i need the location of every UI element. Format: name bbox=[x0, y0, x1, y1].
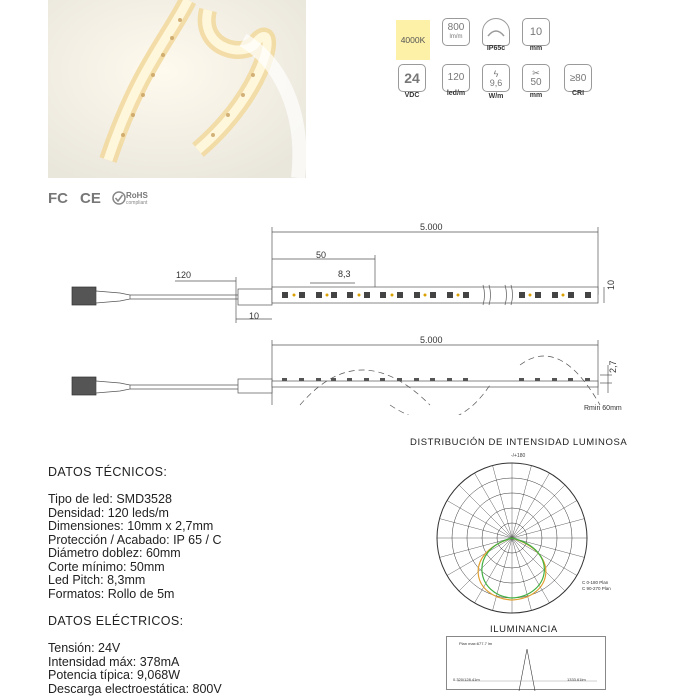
lumen-unit: lm/m bbox=[450, 33, 463, 41]
dim-bend-radius: Rmin 60mm bbox=[584, 405, 622, 412]
polar-spoke bbox=[512, 519, 584, 538]
legend-c90: C 90-270 Plan bbox=[582, 586, 611, 592]
polar-spoke bbox=[459, 485, 512, 538]
lightning-icon: ϟ bbox=[494, 69, 499, 79]
density-unit: led/m bbox=[436, 90, 476, 97]
polar-spoke bbox=[512, 473, 550, 538]
polar-spoke bbox=[440, 538, 512, 557]
dim-top-length: 5.000 bbox=[420, 222, 443, 232]
technical-drawing bbox=[0, 215, 690, 415]
dim-segment: 50 bbox=[316, 250, 326, 260]
tech-line: Densidad: 120 leds/m bbox=[48, 507, 169, 521]
power-unit: W/m bbox=[476, 93, 516, 100]
width-icon bbox=[522, 18, 550, 46]
rohs-logo bbox=[112, 190, 154, 210]
scissors-icon: ✂ bbox=[532, 69, 540, 78]
polar-spoke bbox=[493, 466, 512, 538]
tech-line: Dimensiones: 10mm x 2,7mm bbox=[48, 520, 213, 534]
polar-spoke bbox=[512, 501, 577, 539]
elec-line: Intensidad máx: 378mA bbox=[48, 656, 179, 670]
elec-line: Tensión: 24V bbox=[48, 642, 120, 656]
ip-rating-label: IP65c bbox=[476, 45, 516, 52]
cri-unit: CRI bbox=[558, 90, 598, 97]
ce-logo: CE bbox=[80, 190, 101, 207]
product-photo bbox=[48, 0, 306, 178]
polar-spoke bbox=[440, 519, 512, 538]
width-value: 10 bbox=[530, 26, 542, 38]
rohs-text: RoHS bbox=[126, 191, 148, 200]
lumen-icon bbox=[442, 18, 470, 46]
polar-spoke bbox=[512, 466, 531, 538]
tech-line: Tipo de led: SMD3528 bbox=[48, 493, 172, 507]
voltage-value: 24 bbox=[404, 70, 420, 86]
tech-line: Led Pitch: 8,3mm bbox=[48, 574, 145, 588]
tech-line: Protección / Acabado: IP 65 / C bbox=[48, 534, 222, 548]
illuminance-left: 0.320/128.41m bbox=[453, 677, 480, 682]
polar-spoke bbox=[475, 473, 513, 538]
dim-side-length: 5.000 bbox=[420, 335, 443, 345]
cut-icon bbox=[522, 64, 550, 92]
power-value: 9,6 bbox=[490, 79, 503, 88]
cut-value: 50 bbox=[530, 78, 541, 88]
color-temperature-badge: 4000K bbox=[396, 20, 430, 60]
dim-connector-offset: 10 bbox=[249, 311, 259, 321]
illuminance-chart bbox=[446, 636, 606, 690]
polar-spoke bbox=[512, 538, 565, 591]
polar-spoke bbox=[447, 538, 512, 576]
elec-line: Potencia típica: 9,068W bbox=[48, 669, 180, 683]
tech-line: Corte mínimo: 50mm bbox=[48, 561, 165, 575]
illuminance-beam bbox=[447, 637, 607, 691]
illuminance-right: 1333.61lm bbox=[567, 677, 586, 682]
checkmark-icon bbox=[112, 191, 126, 205]
tech-line: Diámetro doblez: 60mm bbox=[48, 547, 181, 561]
fcc-logo: FC bbox=[48, 190, 68, 207]
dim-thickness: 2,7 bbox=[608, 360, 618, 373]
dim-pitch: 8,3 bbox=[338, 269, 351, 279]
led-pattern-side bbox=[282, 378, 590, 381]
illuminance-max: Plan max:677.7 lm bbox=[459, 641, 492, 646]
dim-cable-length: 120 bbox=[176, 270, 191, 280]
lumen-value: 800 bbox=[448, 23, 465, 33]
illuminance-title: ILUMINANCIA bbox=[490, 624, 558, 635]
tech-line: Formatos: Rollo de 5m bbox=[48, 588, 174, 602]
cri-icon bbox=[564, 64, 592, 92]
voltage-unit: VDC bbox=[392, 92, 432, 99]
dim-width: 10 bbox=[606, 280, 616, 290]
width-unit: mm bbox=[516, 45, 556, 52]
rohs-sub: compliant bbox=[126, 200, 147, 206]
polar-chart-title: DISTRIBUCIÓN DE INTENSIDAD LUMINOSA bbox=[410, 437, 627, 448]
legend-c0: C 0-180 Plan bbox=[582, 580, 611, 586]
polar-spoke bbox=[512, 485, 565, 538]
electrical-title: DATOS ELÉCTRICOS: bbox=[48, 614, 184, 628]
polar-spoke bbox=[512, 538, 584, 557]
elec-line: Descarga electroestática: 800V bbox=[48, 683, 222, 696]
polar-legend bbox=[582, 580, 611, 592]
voltage-icon bbox=[398, 64, 426, 92]
polar-spoke bbox=[447, 501, 512, 539]
density-value: 120 bbox=[448, 73, 465, 83]
cut-unit: mm bbox=[516, 92, 556, 99]
cri-value: ≥80 bbox=[570, 73, 587, 84]
power-icon bbox=[482, 64, 510, 92]
polar-top-label: -/+180 bbox=[511, 453, 525, 459]
ip-rating-icon bbox=[482, 18, 510, 46]
technical-title: DATOS TÉCNICOS: bbox=[48, 465, 167, 479]
waterproof-icon bbox=[486, 26, 506, 38]
polar-chart bbox=[432, 458, 592, 618]
led-strip-photo bbox=[48, 0, 306, 178]
density-icon bbox=[442, 64, 470, 92]
